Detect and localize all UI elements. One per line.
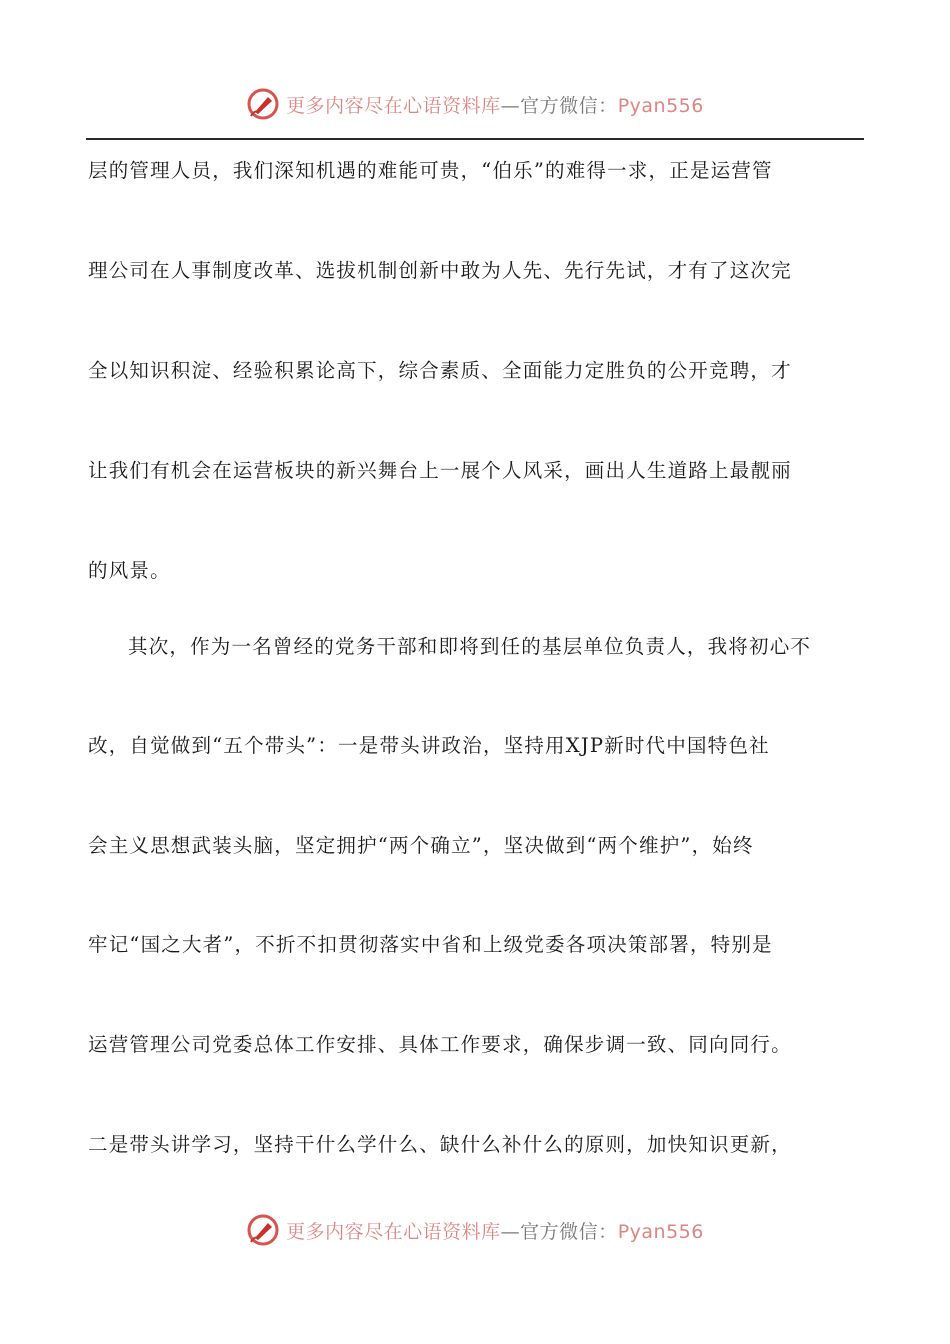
footer-banner xyxy=(0,1210,950,1250)
body-line: 牢记“国之大者”，不折不扣贯彻落实中省和上级党委各项决策部署，特别是 xyxy=(88,933,773,956)
header-banner-wechat-label: —官方微信： xyxy=(500,94,618,117)
footer-banner-title: 更多内容尽在心语资料库 xyxy=(286,1220,501,1243)
footer-banner-wechat-label: —官方微信： xyxy=(500,1220,618,1243)
header-divider xyxy=(86,138,864,140)
pen-nib-logo-icon xyxy=(246,1213,280,1247)
footer-banner-wechat-id: Pyan556 xyxy=(617,1220,704,1243)
body-line: 运营管理公司党委总体工作安排、具体工作要求，确保步调一致、同向同行。 xyxy=(88,1033,792,1056)
body-line: 全以知识积淀、经验积累论高下，综合素质、全面能力定胜负的公开竞聘，才 xyxy=(88,359,792,382)
body-line: 的风景。 xyxy=(88,559,171,582)
header-banner-wechat-id: Pyan556 xyxy=(617,94,704,117)
body-line: 二是带头讲学习，坚持干什么学什么、缺什么补什么的原则，加快知识更新， xyxy=(88,1133,792,1156)
body-line: 其次，作为一名曾经的党务干部和即将到任的基层单位负责人，我将初心不 xyxy=(128,635,812,658)
footer-banner-text xyxy=(286,1217,704,1244)
body-line: 让我们有机会在运营板块的新兴舞台上一展个人风采，画出人生道路上最靓丽 xyxy=(88,459,792,482)
body-line: 改，自觉做到“五个带头”：一是带头讲政治，坚持用XJP新时代中国特色社 xyxy=(88,734,770,757)
header-banner-text xyxy=(286,91,704,118)
body-line: 层的管理人员，我们深知机遇的难能可贵，“伯乐”的难得一求，正是运营管 xyxy=(88,159,773,182)
header-banner-title: 更多内容尽在心语资料库 xyxy=(286,94,501,117)
body-line: 理公司在人事制度改革、选拔机制创新中敢为人先、先行先试，才有了这次完 xyxy=(88,259,792,282)
header-banner xyxy=(0,84,950,124)
pen-nib-logo-icon xyxy=(246,87,280,121)
body-line: 会主义思想武装头脑，坚定拥护“两个确立”，坚决做到“两个维护”，始终 xyxy=(88,834,754,857)
